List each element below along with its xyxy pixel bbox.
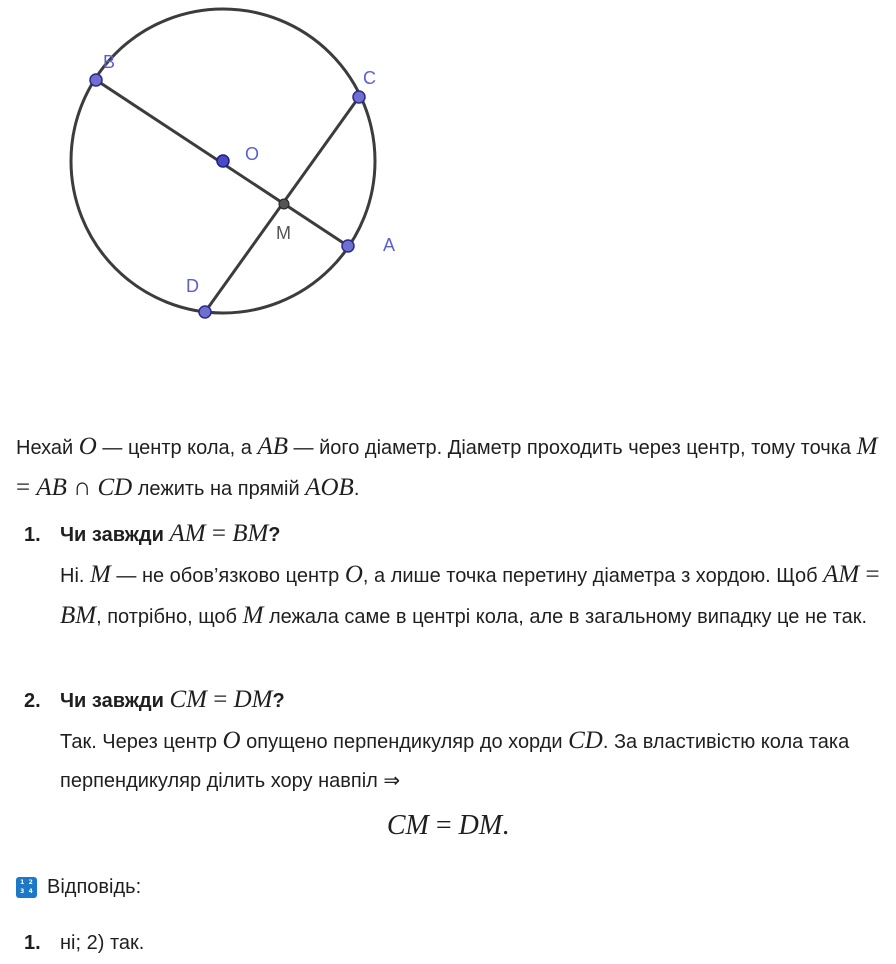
question-2: 2. Чи завжди CM = DM? (24, 686, 285, 713)
label-a: A (383, 235, 396, 255)
point-d (199, 306, 211, 318)
label-b: B (103, 52, 116, 72)
label-d: D (186, 276, 199, 296)
answer-2: Так. Через центр O опущено перпендикуляр до хорди CD. За властивістю кола така перпендикуляр ділить хору навпіл ⇒ (60, 727, 850, 792)
point-m (279, 199, 289, 209)
circle-diagram (0, 0, 896, 400)
intro-paragraph: Нехай O — центр кола, а AB — його діаметр. Діаметр проходить через центр, тому точка M = AB ∩ CD лежить на прямій AOB. (16, 433, 878, 501)
list-item-2 (24, 680, 884, 801)
label-c: C (363, 68, 376, 88)
display-formula: CM = DM. (386, 810, 510, 841)
answer-heading (16, 876, 141, 899)
point-c (353, 91, 365, 103)
answer-heading-text: Відповідь: (47, 876, 142, 898)
input-numbers-icon: 1 2 3 4 (16, 877, 37, 898)
label-o: O (245, 144, 260, 164)
point-o (217, 155, 229, 167)
answer-1: Ні. M — не обов’язково центр O, а лише точка перетину діаметра з хордою. Щоб AM = BM, потрібно, щоб M лежала саме в центрі кола, але в загальному випадку це не так. (60, 561, 880, 629)
question-1: 1. Чи завжди AM = BM? (24, 520, 281, 547)
point-a (342, 240, 354, 252)
final-answer: 1. ні; 2) так. (24, 932, 145, 954)
label-m: M (276, 223, 291, 243)
list-item-1 (24, 514, 884, 637)
point-b (90, 74, 102, 86)
